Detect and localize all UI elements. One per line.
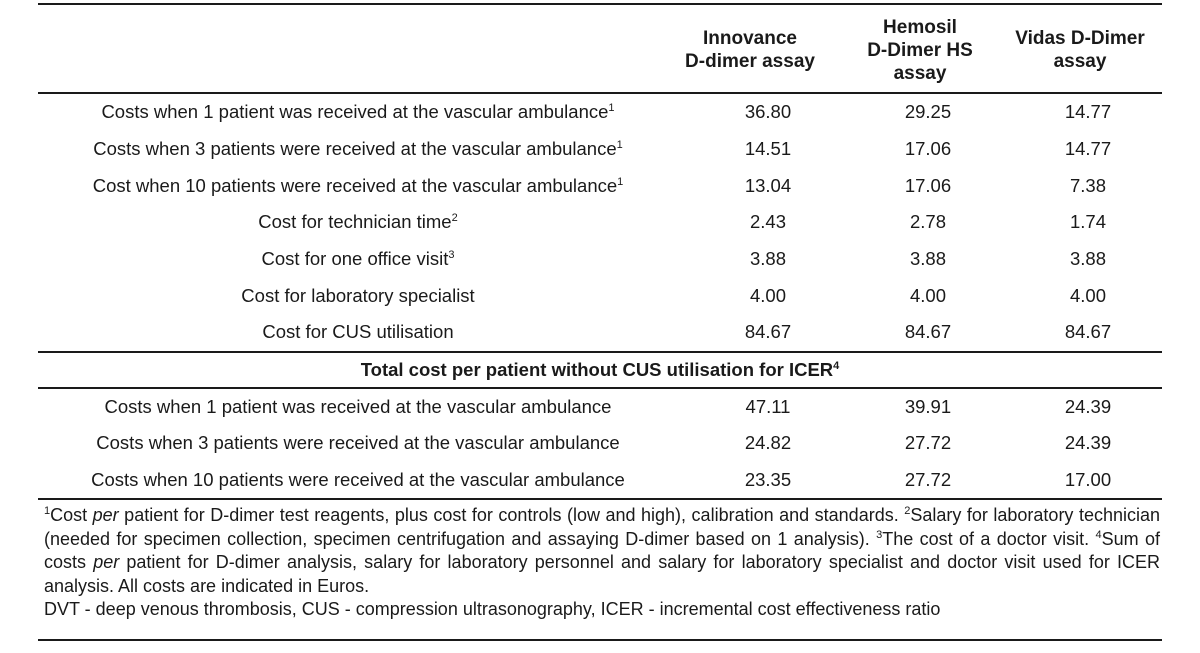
row-label: Cost for technician time$^2$ xyxy=(258,211,458,232)
footnote-ref: 1 xyxy=(616,139,623,151)
footnote-paragraph: $^1$Cost per patient for D-dimer test reagents, plus cost for controls (low and high), calibration and standards. $^2$Salary for laboratory technician (needed for specimen collection, specimen centrifugation and assaying D-dimer based on 1 analysis). $^3$The cost of a doctor visit. $^4$Sum of costs per patient for D-dimer analysis, salary for laboratory personnel and salary for laboratory specialist and doctor visit used for ICER analysis. All costs are indicated in Euros. xyxy=(44,505,1161,596)
cell-vidas: 7.38 xyxy=(1069,175,1106,196)
cell-hemosil: 2.78 xyxy=(909,211,946,232)
column-header-vidas xyxy=(1000,10,1160,90)
cell-hemosil: 3.88 xyxy=(909,248,946,269)
row-label: Cost for CUS utilisation xyxy=(262,321,454,342)
table-row xyxy=(38,389,1162,425)
row-label: Costs when 10 patients were received at the vascular ambulance xyxy=(91,469,625,490)
cell-innovance: 4.00 xyxy=(749,285,786,306)
cell-vidas: 1.74 xyxy=(1069,211,1106,232)
footnote-ref: 2 xyxy=(451,212,458,224)
table-row xyxy=(38,94,1162,130)
cell-innovance: 84.67 xyxy=(744,321,792,342)
cell-vidas: 14.77 xyxy=(1064,138,1112,159)
header-line: assay xyxy=(893,62,947,84)
footnote-ref: 1 xyxy=(608,102,615,114)
cell-hemosil: 17.06 xyxy=(904,138,952,159)
cell-hemosil: 27.72 xyxy=(904,469,952,490)
row-label: Costs when 1 patient was received at the vascular ambulance xyxy=(104,396,612,417)
cell-hemosil: 29.25 xyxy=(904,101,952,122)
cell-vidas: 4.00 xyxy=(1069,285,1106,306)
top-rule xyxy=(38,3,1162,5)
row-label: Cost for one office visit$^3$ xyxy=(261,248,455,269)
cell-vidas: 24.39 xyxy=(1064,432,1112,453)
table-row xyxy=(38,241,1162,277)
table-row xyxy=(38,278,1162,314)
cell-vidas: 17.00 xyxy=(1064,469,1112,490)
header-line: D-dimer assay xyxy=(685,51,815,72)
table-row xyxy=(38,131,1162,167)
cell-hemosil: 17.06 xyxy=(904,175,952,196)
table-row xyxy=(38,425,1162,461)
section-heading-total-cost: Total cost per patient without CUS utilisation for ICER$^4$ xyxy=(360,359,840,380)
cell-innovance: 14.51 xyxy=(744,138,792,159)
bottom-rule xyxy=(38,639,1162,641)
cell-innovance: 23.35 xyxy=(744,469,792,490)
footnote-ref: 4 xyxy=(833,360,840,372)
row-label: Costs when 3 patients were received at the vascular ambulance$^1$ xyxy=(93,138,623,159)
cell-innovance: 13.04 xyxy=(744,175,792,196)
header-line: Vidas D-Dimer xyxy=(1015,28,1145,49)
footnote-rule xyxy=(38,498,1162,500)
cell-vidas: 24.39 xyxy=(1064,396,1112,417)
cell-innovance: 24.82 xyxy=(744,432,792,453)
cell-hemosil: 27.72 xyxy=(904,432,952,453)
footnote-ref: 1 xyxy=(617,176,624,188)
table-row xyxy=(38,462,1162,498)
header-line: Innovance xyxy=(703,28,797,49)
footnotes xyxy=(44,504,1160,622)
cell-hemosil: 39.91 xyxy=(904,396,952,417)
row-label: Cost for laboratory specialist xyxy=(241,285,475,306)
row-label: Costs when 1 patient was received at the vascular ambulance$^1$ xyxy=(101,101,615,122)
header-line: Hemosil xyxy=(883,16,957,38)
table-row xyxy=(38,168,1162,204)
cell-innovance: 2.43 xyxy=(749,211,786,232)
cell-vidas: 3.88 xyxy=(1069,248,1106,269)
cell-vidas: 84.67 xyxy=(1064,321,1112,342)
footnote-ref: 3 xyxy=(448,249,455,261)
row-label: Costs when 3 patients were received at the vascular ambulance xyxy=(96,432,620,453)
header-line: D-Dimer HS xyxy=(867,39,973,61)
cell-innovance: 47.11 xyxy=(745,396,791,417)
cell-innovance: 36.80 xyxy=(744,101,792,122)
column-header-hemosil xyxy=(830,10,1010,90)
cell-vidas: 14.77 xyxy=(1064,101,1112,122)
cell-hemosil: 4.00 xyxy=(909,285,946,306)
table-row xyxy=(38,314,1162,350)
column-header-innovance xyxy=(660,10,840,90)
abbreviations: DVT - deep venous thrombosis, CUS - compression ultrasonography, ICER - incremental cost effectiveness ratio xyxy=(44,599,941,619)
table-row xyxy=(38,204,1162,240)
row-label: Cost when 10 patients were received at the vascular ambulance$^1$ xyxy=(92,175,624,196)
cell-innovance: 3.88 xyxy=(749,248,786,269)
header-line: assay xyxy=(1053,51,1107,72)
cell-hemosil: 84.67 xyxy=(904,321,952,342)
